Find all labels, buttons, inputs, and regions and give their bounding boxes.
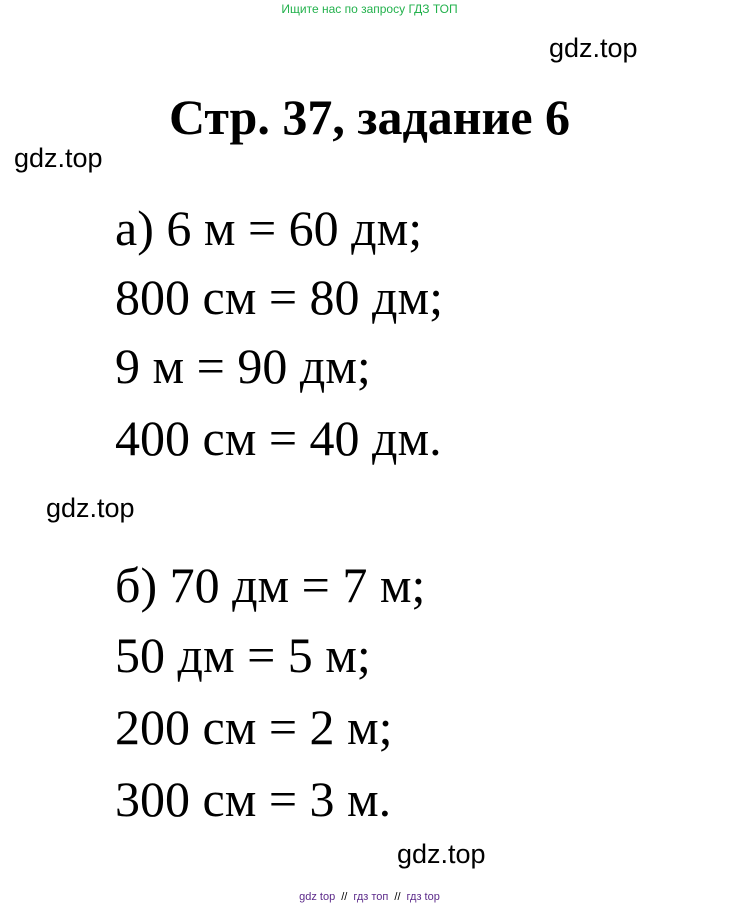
footer-separator: // [341,891,348,903]
answer-a-line-2: 800 см = 80 дм; [115,269,444,325]
footer-link[interactable]: gdz top [299,891,336,903]
answer-a-line-4: 400 см = 40 дм. [115,410,442,466]
watermark: gdz.top [46,493,135,523]
page-title: Стр. 37, задание 6 [168,89,571,145]
footer-link[interactable]: гдз топ [353,891,389,903]
watermark: gdz.top [397,839,486,869]
search-banner-link[interactable]: Ищите нас по запросу ГДЗ ТОП [281,2,458,16]
answer-b-line-4: 300 см = 3 м. [115,771,392,827]
answer-a-line-1: а) 6 м = 60 дм; [115,200,423,256]
answer-b-line-3: 200 см = 2 м; [115,699,393,755]
answer-b-line-1: б) 70 дм = 7 м; [115,557,426,613]
answer-a-line-3: 9 м = 90 дм; [115,338,371,394]
footer-link[interactable]: гдз top [406,891,440,903]
footer-links [0,891,739,903]
footer-separator: // [394,891,401,903]
answer-b-line-2: 50 дм = 5 м; [115,627,371,683]
watermark: gdz.top [549,33,638,63]
watermark: gdz.top [14,143,103,173]
